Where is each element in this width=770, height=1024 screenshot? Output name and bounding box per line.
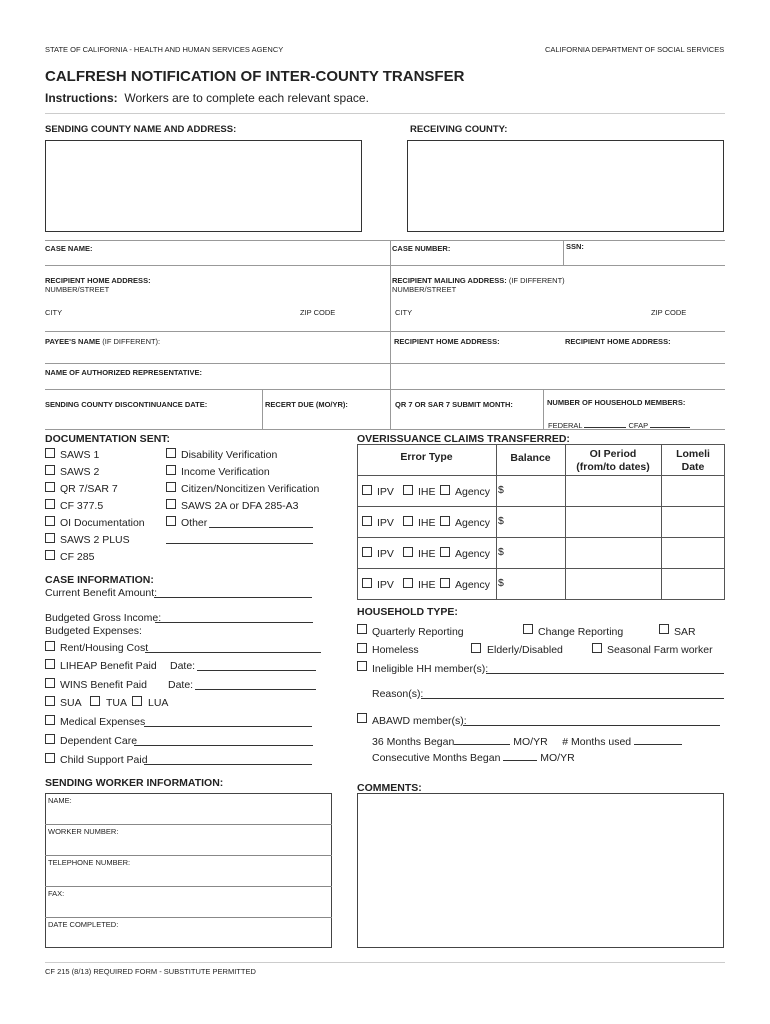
- payee-label: [45, 337, 160, 346]
- authorized-rep-label: NAME OF AUTHORIZED REPRESENTATIVE:: [45, 368, 202, 377]
- mailing-address-title: RECIPIENT MAILING ADDRESS:: [392, 276, 507, 285]
- reasons-label: Reason(s):: [372, 688, 424, 700]
- row3-agency-label: Agency: [455, 548, 491, 560]
- dependent-checkbox[interactable]: [45, 734, 55, 744]
- elderly-label: Elderly/Disabled: [487, 644, 563, 656]
- row4-agency-checkbox[interactable]: [440, 578, 450, 588]
- department-name: CALIFORNIA DEPARTMENT OF SOCIAL SERVICES: [545, 45, 725, 54]
- medical-label: Medical Expenses: [60, 716, 146, 728]
- qr7-checkbox[interactable]: [45, 482, 55, 492]
- household-title: HOUSEHOLD TYPE:: [357, 606, 458, 618]
- income-checkbox[interactable]: [166, 465, 176, 475]
- quarterly-label: Quarterly Reporting: [372, 626, 464, 638]
- row3-agency-checkbox[interactable]: [440, 547, 450, 557]
- tua-label: TUA: [106, 697, 127, 709]
- comments-title: COMMENTS:: [357, 782, 422, 794]
- row3-ipv-label: IPV: [377, 548, 394, 560]
- ineligible-label: Ineligible HH member(s):: [372, 663, 489, 675]
- receiving-county-field[interactable]: [407, 140, 724, 232]
- payee-if-different: (IF DIFFERENT):: [102, 337, 161, 346]
- abawd-checkbox[interactable]: [357, 713, 367, 723]
- row2-ihe-label: IHE: [418, 517, 436, 529]
- other-label: Other: [181, 517, 208, 529]
- expenses-label: Budgeted Expenses:: [45, 625, 142, 637]
- lua-label: LUA: [148, 697, 169, 709]
- saws2-checkbox[interactable]: [45, 465, 55, 475]
- ssn-label: SSN:: [566, 242, 584, 251]
- abawd-label: ABAWD member(s):: [372, 715, 467, 727]
- row4-dollar: $: [498, 577, 504, 589]
- row4-ipv-checkbox[interactable]: [362, 578, 372, 588]
- months-began-field[interactable]: [454, 735, 510, 745]
- row1-ipv-label: IPV: [377, 486, 394, 498]
- mailing-if-different: (IF DIFFERENT): [508, 276, 565, 285]
- receiving-county-label: RECEIVING COUNTY:: [410, 124, 508, 135]
- sending-county-label: SENDING COUNTY NAME AND ADDRESS:: [45, 124, 237, 135]
- oi-doc-checkbox[interactable]: [45, 516, 55, 526]
- sending-county-field[interactable]: [45, 140, 362, 232]
- tua-checkbox[interactable]: [90, 696, 100, 706]
- child-support-label: Child Support Paid: [60, 754, 148, 766]
- case-name-label: CASE NAME:: [45, 244, 93, 253]
- worker-number-label: WORKER NUMBER:: [48, 827, 119, 836]
- overissuance-title: OVERISSUANCE CLAIMS TRANSFERRED:: [357, 433, 570, 445]
- case-number-label: CASE NUMBER:: [392, 244, 451, 253]
- months-began-row: [372, 735, 682, 748]
- city-label: CITY: [45, 308, 63, 317]
- worker-title: SENDING WORKER INFORMATION:: [45, 777, 224, 789]
- reasons-field[interactable]: [421, 698, 724, 699]
- home-address-label-3: RECIPIENT HOME ADDRESS:: [565, 337, 671, 346]
- oi-doc-label: OI Documentation: [60, 517, 145, 529]
- liheap-date-field[interactable]: [197, 670, 316, 671]
- cf3775-checkbox[interactable]: [45, 499, 55, 509]
- rent-label: Rent/Housing Cost: [60, 642, 149, 654]
- dependent-field[interactable]: [134, 745, 313, 746]
- wins-checkbox[interactable]: [45, 678, 55, 688]
- qr7-label: QR 7/SAR 7: [60, 483, 118, 495]
- row2-agency-checkbox[interactable]: [440, 516, 450, 526]
- current-benefit-field[interactable]: [154, 597, 312, 598]
- number-street-label: NUMBER/STREET: [45, 285, 110, 294]
- consecutive-label: Consecutive Months Began: [372, 752, 501, 764]
- documentation-title: DOCUMENTATION SENT:: [45, 433, 171, 445]
- row2-ipv-checkbox[interactable]: [362, 516, 372, 526]
- months-used-label: # Months used: [562, 736, 632, 748]
- fax-label: FAX:: [48, 889, 65, 898]
- agency-name: STATE OF CALIFORNIA - HEALTH AND HUMAN SERVICES AGENCY: [45, 45, 284, 54]
- saws2-label: SAWS 2: [60, 466, 100, 478]
- cfap-label: CFAP: [628, 421, 648, 430]
- cf285-checkbox[interactable]: [45, 550, 55, 560]
- telephone-label: TELEPHONE NUMBER:: [48, 858, 131, 867]
- abawd-field[interactable]: [463, 725, 720, 726]
- saws2plus-checkbox[interactable]: [45, 533, 55, 543]
- liheap-checkbox[interactable]: [45, 659, 55, 669]
- row1-ipv-checkbox[interactable]: [362, 485, 372, 495]
- row4-ipv-label: IPV: [377, 579, 394, 591]
- sua-label: SUA: [60, 697, 82, 709]
- change-label: Change Reporting: [538, 626, 624, 638]
- row2-dollar: $: [498, 515, 504, 527]
- recert-due-label: RECERT DUE (MO/YR):: [265, 400, 348, 409]
- seasonal-checkbox[interactable]: [592, 643, 602, 653]
- medical-field[interactable]: [144, 726, 312, 727]
- federal-field[interactable]: [584, 418, 626, 428]
- row1-agency-label: Agency: [455, 486, 491, 498]
- row4-agency-label: Agency: [455, 579, 491, 591]
- consecutive-field[interactable]: [503, 751, 537, 761]
- cfap-field[interactable]: [650, 418, 690, 428]
- col-lomeli-date: Date: [681, 461, 705, 473]
- months-began-label: 36 Months Began: [372, 736, 455, 748]
- col-balance: Balance: [510, 452, 551, 464]
- case-info-title: CASE INFORMATION:: [45, 574, 154, 586]
- wins-label: WINS Benefit Paid: [60, 679, 147, 691]
- rent-checkbox[interactable]: [45, 641, 55, 651]
- cf285-label: CF 285: [60, 551, 95, 563]
- row3-ihe-label: IHE: [418, 548, 436, 560]
- child-support-field[interactable]: [144, 764, 312, 765]
- months-used-field[interactable]: [634, 735, 682, 745]
- col-lomeli: Lomeli: [676, 448, 710, 460]
- row2-ipv-label: IPV: [377, 517, 394, 529]
- saws2a-checkbox[interactable]: [166, 499, 176, 509]
- row1-ihe-checkbox[interactable]: [403, 485, 413, 495]
- row1-dollar: $: [498, 484, 504, 496]
- ineligible-checkbox[interactable]: [357, 661, 367, 671]
- instructions-text: Workers are to complete each relevant space.: [124, 91, 369, 105]
- sua-checkbox[interactable]: [45, 696, 55, 706]
- income-label: Income Verification: [181, 466, 270, 478]
- disability-checkbox[interactable]: [166, 448, 176, 458]
- cf3775-label: CF 377.5: [60, 500, 104, 512]
- quarterly-checkbox[interactable]: [357, 624, 367, 634]
- ineligible-field[interactable]: [486, 673, 724, 674]
- form-title: CALFRESH NOTIFICATION OF INTER-COUNTY TRANSFER: [45, 68, 465, 85]
- medical-checkbox[interactable]: [45, 715, 55, 725]
- household-members-label: NUMBER OF HOUSEHOLD MEMBERS:: [547, 398, 686, 407]
- liheap-date-label: Date:: [170, 660, 196, 672]
- dependent-label: Dependent Care: [60, 735, 138, 747]
- col-error-type: Error Type: [400, 451, 453, 463]
- months-began-moyr: MO/YR: [513, 736, 548, 748]
- wins-date-label: Date:: [168, 679, 194, 691]
- rent-field[interactable]: [145, 652, 321, 653]
- elderly-checkbox[interactable]: [471, 643, 481, 653]
- gross-income-field[interactable]: [155, 622, 313, 623]
- col-oi-period: OI Period: [589, 448, 637, 460]
- gross-income-label: Budgeted Gross Income:: [45, 612, 162, 624]
- instructions-label: Instructions:: [45, 91, 118, 105]
- consecutive-row: [372, 751, 575, 764]
- mailing-address-label: [392, 276, 565, 285]
- citizen-checkbox[interactable]: [166, 482, 176, 492]
- row1-ihe-label: IHE: [418, 486, 436, 498]
- payee-name-title: PAYEE'S NAME: [45, 337, 101, 346]
- other-checkbox[interactable]: [166, 516, 176, 526]
- saws2a-label: SAWS 2A or DFA 285-A3: [181, 500, 299, 512]
- discontinuance-label: SENDING COUNTY DISCONTINUANCE DATE:: [45, 400, 208, 409]
- row3-ipv-checkbox[interactable]: [362, 547, 372, 557]
- sar-label: SAR: [674, 626, 696, 638]
- row1-agency-checkbox[interactable]: [440, 485, 450, 495]
- child-support-checkbox[interactable]: [45, 753, 55, 763]
- mailing-city-label: CITY: [395, 308, 413, 317]
- homeless-checkbox[interactable]: [357, 643, 367, 653]
- disability-label: Disability Verification: [181, 449, 278, 461]
- saws1-checkbox[interactable]: [45, 448, 55, 458]
- instructions: [45, 91, 369, 105]
- federal-label: FEDERAL: [548, 421, 583, 430]
- change-checkbox[interactable]: [523, 624, 533, 634]
- row2-agency-label: Agency: [455, 517, 491, 529]
- saws2plus-label: SAWS 2 PLUS: [60, 534, 130, 546]
- other-field-2[interactable]: [166, 543, 313, 544]
- comments-field[interactable]: [357, 793, 724, 948]
- home-address-label-2: RECIPIENT HOME ADDRESS:: [394, 337, 500, 346]
- wins-date-field[interactable]: [195, 689, 316, 690]
- liheap-label: LIHEAP Benefit Paid: [60, 660, 157, 672]
- other-field[interactable]: [209, 527, 313, 528]
- form-id: CF 215 (8/13) REQUIRED FORM - SUBSTITUTE PERMITTED: [45, 967, 256, 976]
- saws1-label: SAWS 1: [60, 449, 100, 461]
- qr7-submit-label: QR 7 OR SAR 7 SUBMIT MONTH:: [395, 400, 513, 409]
- date-completed-label: DATE COMPLETED:: [48, 920, 119, 929]
- row3-dollar: $: [498, 546, 504, 558]
- row4-ihe-label: IHE: [418, 579, 436, 591]
- sar-checkbox[interactable]: [659, 624, 669, 634]
- row2-ihe-checkbox[interactable]: [403, 516, 413, 526]
- seasonal-label: Seasonal Farm worker: [607, 644, 713, 656]
- consecutive-moyr: MO/YR: [540, 752, 575, 764]
- worker-name-label: NAME:: [48, 796, 72, 805]
- citizen-label: Citizen/Noncitizen Verification: [181, 483, 320, 495]
- lua-checkbox[interactable]: [132, 696, 142, 706]
- col-oi-period-dates: (from/to dates): [576, 461, 650, 473]
- row4-ihe-checkbox[interactable]: [403, 578, 413, 588]
- current-benefit-label: Current Benefit Amount:: [45, 587, 158, 599]
- homeless-label: Homeless: [372, 644, 419, 656]
- mailing-zip-label: ZIP CODE: [651, 308, 687, 317]
- zip-label: ZIP CODE: [300, 308, 336, 317]
- home-address-label: RECIPIENT HOME ADDRESS:: [45, 276, 151, 285]
- mailing-number-street-label: NUMBER/STREET: [392, 285, 457, 294]
- row3-ihe-checkbox[interactable]: [403, 547, 413, 557]
